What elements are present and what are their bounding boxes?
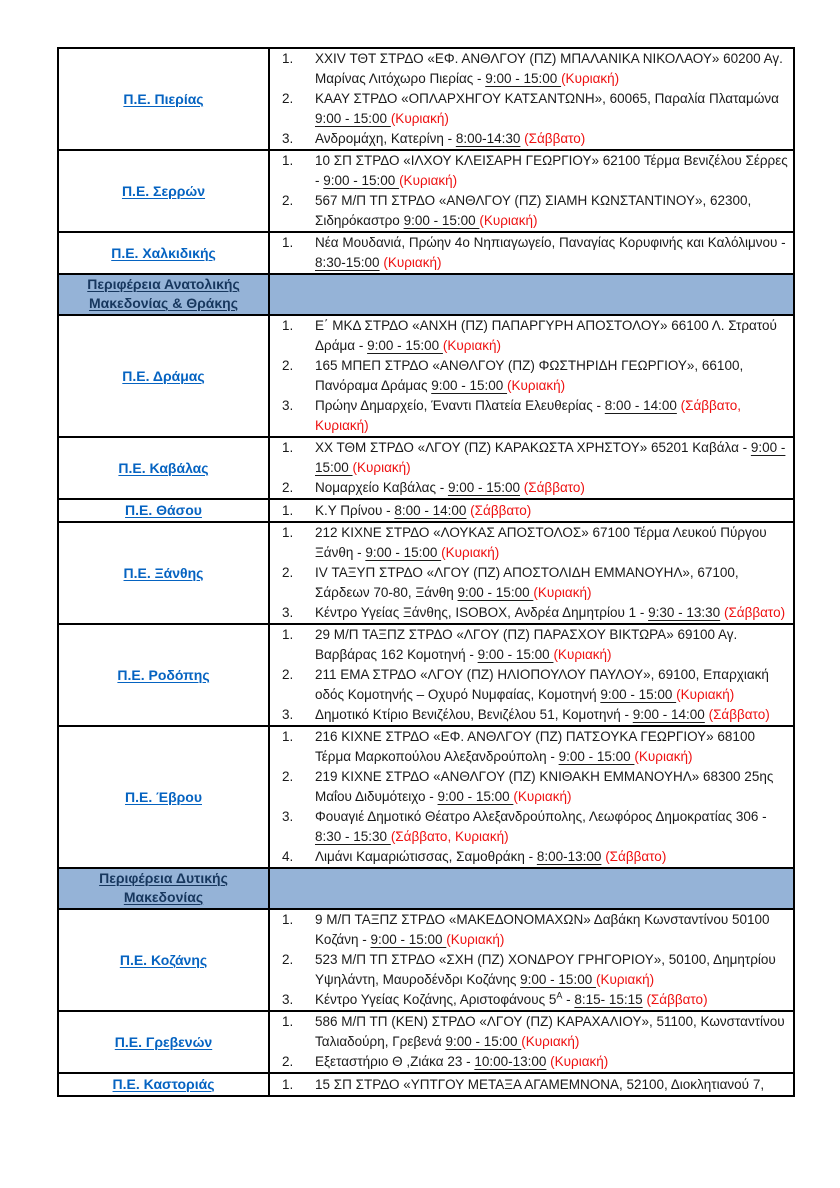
location-item — [270, 563, 793, 603]
items-cell — [269, 150, 794, 232]
text-segment: 216 ΚΙΧΝΕ ΣΤΡΔΟ «ΕΦ. ΑΝΘΛΓΟΥ (ΠΖ) ΠΑΤΣΟΥΚΑ ΓΕΩΡΓΙΟΥ» 68100 Τέρμα Μαρκοπούλου Αλεξανδρούπολη - — [315, 729, 755, 764]
text-segment: (Κυριακή) — [390, 111, 449, 126]
location-text — [315, 151, 793, 191]
item-number: 2. — [282, 193, 294, 208]
text-segment: Πρώην Δημαρχείο, Έναντι Πλατεία Ελευθερίας - — [315, 398, 605, 413]
location-text — [315, 625, 793, 665]
text-segment: 9:00 - 15:00 — [520, 972, 596, 987]
text-segment: 9:00 - 15:00 — [457, 585, 534, 600]
location-item — [270, 665, 793, 705]
location-item — [270, 129, 793, 149]
text-segment: (Σάββατο, Κυριακή) — [315, 398, 742, 433]
region-band-row — [58, 868, 794, 909]
text-segment: (Κυριακή) — [634, 749, 693, 764]
text-segment: 9:00 - 15:00 — [477, 647, 554, 662]
text-segment: 9:00 - 15:00 — [323, 173, 400, 188]
location-text — [315, 1012, 793, 1052]
item-number: 1. — [282, 1076, 294, 1092]
location-text — [315, 665, 793, 705]
band-empty-cell — [269, 868, 794, 909]
items-cell — [269, 522, 794, 624]
location-text — [315, 356, 793, 396]
location-item — [270, 990, 793, 1010]
item-number: 1. — [282, 51, 294, 66]
text-segment: Εξεταστήριο Θ ,Ζιάκα 23 - — [315, 1054, 475, 1069]
item-number: 1. — [282, 318, 294, 333]
text-segment: (Κυριακή) — [513, 789, 572, 804]
text-segment: 8:00 - 14:00 — [604, 398, 677, 413]
text-segment: 29 Μ/Π ΤΑΞΠΖ ΣΤΡΔΟ «ΛΓΟΥ (ΠΖ) ΠΑΡΑΣΧΟΥ ΒΙΚΤΩΡΑ» 69100 Αγ. Βαρβάρας 162 Κομοτηνή - — [315, 627, 738, 662]
location-text — [315, 191, 793, 231]
region-cell — [58, 1011, 269, 1073]
text-segment: 8:00 - 14:00 — [394, 502, 467, 518]
text-segment: (Κυριακή) — [442, 338, 502, 353]
text-segment: (Κυριακή) — [521, 1034, 580, 1049]
location-item — [270, 705, 793, 725]
region-cell — [58, 499, 269, 522]
table-row — [58, 150, 794, 232]
text-segment: (Σάββατο) — [523, 480, 585, 495]
table-row — [58, 1011, 794, 1073]
region-link[interactable]: Π.Ε. Έβρου — [125, 788, 202, 805]
locations-table — [57, 47, 795, 1097]
region-band-label: Περιφέρεια Δυτικής Μακεδονίας — [99, 870, 228, 905]
text-segment: 9:00 - 15:00 — [485, 71, 562, 86]
table-row — [58, 624, 794, 726]
items-cell — [269, 315, 794, 437]
location-item — [270, 1052, 793, 1072]
location-item — [270, 191, 793, 231]
text-segment: 9:00 - 14:00 — [632, 707, 705, 722]
item-number: 2. — [282, 480, 294, 495]
text-segment: Ε΄ ΜΚΔ ΣΤΡΔΟ «ΑΝΧΗ (ΠΖ) ΠΑΠΑΡΓΥΡΗ ΑΠΟΣΤΟΛΟΥ» 66100 Λ. Στρατού Δράμα - — [315, 318, 777, 353]
location-item — [270, 950, 793, 990]
table-row — [58, 499, 794, 522]
item-number: 2. — [282, 565, 294, 580]
text-segment: Δημοτικό Κτίριο Βενιζέλου, Βενιζέλου 51, Κομοτηνή - — [315, 707, 633, 722]
region-link[interactable]: Π.Ε. Ροδόπης — [117, 666, 210, 683]
table-row — [58, 1073, 794, 1096]
items-cell — [269, 726, 794, 868]
item-number: 3. — [282, 707, 294, 722]
location-text — [315, 478, 793, 498]
location-item — [270, 396, 793, 436]
location-text — [315, 438, 793, 478]
item-number: 1. — [282, 912, 294, 927]
text-segment: (Σάββατο, Κυριακή) — [390, 829, 509, 844]
text-segment: Λιμάνι Καμαριώτισσας, Σαμοθράκη - — [315, 849, 537, 864]
text-segment: 9:00 - 15:00 — [365, 545, 442, 560]
region-link[interactable]: Π.Ε. Θάσου — [125, 502, 202, 518]
table-row — [58, 315, 794, 437]
text-segment: (Κυριακή) — [479, 213, 538, 228]
text-segment: 9:00 - 15:00 — [558, 749, 635, 764]
band-label-cell — [58, 868, 269, 909]
location-text — [315, 49, 793, 89]
text-segment: 15 ΣΠ ΣΤΡΔΟ «ΥΠΤΓΟΥ ΜΕΤΑΞΑ ΑΓΑΜΕΜΝΟΝΑ, 52100, Διοκλητιανού 7, — [315, 1076, 765, 1092]
region-link[interactable]: Π.Ε. Καστοριάς — [112, 1076, 215, 1092]
region-cell — [58, 437, 269, 499]
text-segment: 9:00 - 15:00 — [437, 789, 514, 804]
location-item — [270, 1075, 793, 1095]
text-segment: 9:00 - 15:00 — [600, 687, 677, 702]
text-segment: (Σάββατο) — [723, 605, 786, 620]
text-segment: Α — [556, 990, 563, 1001]
location-text — [315, 1052, 793, 1072]
location-text — [315, 523, 793, 563]
text-segment: IV ΤΑΞΥΠ ΣΤΡΔΟ «ΛΓΟΥ (ΠΖ) ΑΠΟΣΤΟΛΙΔΗ ΕΜΜΑΝΟΥΗΛ», 67100, Σάρδεων 70-80, Ξάνθη — [315, 565, 739, 600]
location-item — [270, 356, 793, 396]
location-text — [315, 705, 793, 725]
item-number: 3. — [282, 809, 294, 824]
location-item — [270, 727, 793, 767]
text-segment: XXIV ΤΘΤ ΣΤΡΔΟ «ΕΦ. ΑΝΘΛΓΟΥ (ΠΖ) ΜΠΑΛΑΝΙΚΑ ΝΙΚΟΛΑΟΥ» 60200 Αγ. Μαρίνας Λιτόχωρο Πιερίας - — [315, 51, 783, 86]
text-segment: 10:00-13:00 — [474, 1054, 547, 1069]
text-segment: (Κυριακή) — [553, 647, 612, 662]
text-segment: 9:00 - 15:00 — [370, 932, 447, 947]
text-segment: - — [562, 992, 575, 1007]
items-cell — [269, 624, 794, 726]
location-item — [270, 523, 793, 563]
text-segment: (Σάββατο) — [524, 131, 586, 146]
table-row — [58, 232, 794, 274]
item-number: 1. — [282, 1014, 294, 1029]
text-segment: (Σάββατο) — [646, 992, 708, 1007]
location-text — [315, 501, 793, 521]
band-label-cell — [58, 274, 269, 315]
text-segment: 219 ΚΙΧΝΕ ΣΤΡΔΟ «ΑΝΘΛΓΟΥ (ΠΖ) ΚΝΙΘΑΚΗ ΕΜΜΑΝΟΥΗΛ» 68300 25ης Μαΐου Διδυμότειχο - — [315, 769, 774, 804]
text-segment: (Σάββατο) — [708, 707, 770, 722]
location-item — [270, 438, 793, 478]
location-item — [270, 603, 793, 623]
item-number: 1. — [282, 729, 294, 744]
table-row — [58, 48, 794, 150]
item-number: 2. — [282, 667, 294, 682]
location-text — [315, 89, 793, 129]
text-segment: 9:00 - 15:00 — [367, 338, 443, 353]
item-number: 1. — [282, 153, 294, 168]
region-cell — [58, 726, 269, 868]
text-segment: Κέντρο Υγείας Κοζάνης, Αριστοφάνους 5 — [315, 992, 557, 1007]
text-segment: (Κυριακή) — [676, 687, 735, 702]
text-segment: 8:15- 15:15 — [574, 992, 643, 1007]
location-text — [315, 563, 793, 603]
location-item — [270, 89, 793, 129]
text-segment: (Κυριακή) — [533, 585, 592, 600]
item-number: 1. — [282, 627, 294, 642]
table-row — [58, 726, 794, 868]
location-text — [315, 233, 793, 273]
location-item — [270, 501, 793, 521]
text-segment: 165 ΜΠΕΠ ΣΤΡΔΟ «ΑΝΘΛΓΟΥ (ΠΖ) ΦΩΣΤΗΡΙΔΗ ΓΕΩΡΓΙΟΥ», 66100, Πανόραμα Δράμας — [315, 358, 744, 393]
region-link[interactable]: Π.Ε. Χαλκιδικής — [111, 244, 216, 261]
text-segment: 567 Μ/Π ΤΠ ΣΤΡΔΟ «ΑΝΘΛΓΟΥ (ΠΖ) ΣΙΑΜΗ ΚΩΝΣΤΑΝΤΙΝΟΥ», 62300, Σιδηρόκαστρο — [315, 193, 752, 228]
text-segment: 212 ΚΙΧΝΕ ΣΤΡΔΟ «ΛΟΥΚΑΣ ΑΠΟΣΤΟΛΟΣ» 67100 Τέρμα Λευκού Πύργου Ξάνθη - — [315, 525, 767, 560]
item-number: 2. — [282, 91, 294, 106]
item-number: 3. — [282, 398, 294, 413]
location-text — [315, 950, 793, 990]
text-segment: Νέα Μουδανιά, Πρώην 4ο Νηπιαγωγείο, Παναγίας Κορυφινής και Καλόλιμνου - — [315, 235, 786, 250]
item-number: 3. — [282, 605, 294, 620]
region-cell — [58, 232, 269, 274]
text-segment: ΚΑΑΥ ΣΤΡΔΟ «ΟΠΛΑΡΧΗΓΟΥ ΚΑΤΣΑΝΤΩΝΗ», 60065, Παραλία Πλαταμώνα — [315, 91, 779, 106]
items-cell — [269, 909, 794, 1011]
items-cell — [269, 1011, 794, 1073]
item-number: 1. — [282, 525, 294, 540]
region-band-row — [58, 274, 794, 315]
location-text — [315, 807, 793, 847]
location-text — [315, 1075, 793, 1095]
text-segment: 9 Μ/Π ΤΑΞΠΖ ΣΤΡΔΟ «ΜΑΚΕΔΟΝΟΜΑΧΩΝ» Δαβάκη Κωνσταντίνου 50100 Κοζάνη - — [315, 912, 770, 947]
location-item — [270, 807, 793, 847]
region-cell — [58, 150, 269, 232]
text-segment: 8:00-14:30 — [455, 131, 521, 146]
item-number: 1. — [282, 440, 294, 455]
items-cell — [269, 232, 794, 274]
table-row — [58, 522, 794, 624]
text-segment: 9:00 - 15:00 — [315, 440, 786, 475]
location-item — [270, 847, 793, 867]
location-item — [270, 316, 793, 356]
text-segment: (Κυριακή) — [383, 255, 442, 270]
location-text — [315, 316, 793, 356]
text-segment: Κ.Υ Πρίνου - — [315, 502, 395, 518]
locations-table-body — [58, 48, 794, 1096]
text-segment: 9:00 - 15:00 — [403, 213, 480, 228]
region-link[interactable]: Π.Ε. Ξάνθης — [123, 564, 204, 581]
location-text — [315, 727, 793, 767]
text-segment: 8:30 - 15:30 — [315, 829, 391, 844]
location-text — [315, 990, 793, 1010]
location-item — [270, 767, 793, 807]
item-number: 2. — [282, 1054, 294, 1069]
text-segment: 9:00 - 15:00 — [315, 111, 391, 126]
table-row — [58, 437, 794, 499]
location-text — [315, 910, 793, 950]
text-segment: 586 Μ/Π ΤΠ (ΚΕΝ) ΣΤΡΔΟ «ΛΓΟΥ (ΠΖ) ΚΑΡΑΧΑΛΙΟΥ», 51100, Κωνσταντίνου Ταλιαδούρη, Γρεβενά — [315, 1014, 785, 1049]
text-segment: (Κυριακή) — [352, 460, 411, 475]
text-segment: 9:00 - 15:00 — [445, 1034, 522, 1049]
items-cell — [269, 437, 794, 499]
item-number: 2. — [282, 952, 294, 967]
location-text — [315, 396, 793, 436]
text-segment: 10 ΣΠ ΣΤΡΔΟ «ΙΛΧΟΥ ΚΛΕΙΣΑΡΗ ΓΕΩΡΓΙΟΥ» 62100 Τέρμα Βενιζέλου Σέρρες - — [315, 153, 788, 188]
text-segment: (Κυριακή) — [550, 1054, 609, 1069]
text-segment: ΧΧ ΤΘΜ ΣΤΡΔΟ «ΛΓΟΥ (ΠΖ) ΚΑΡΑΚΩΣΤΑ ΧΡΗΣΤΟΥ» 65201 Καβάλα - — [315, 440, 751, 455]
item-number: 3. — [282, 992, 294, 1007]
text-segment: Φουαγιέ Δημοτικό Θέατρο Αλεξανδρούπολης, Λεωφόρος Δημοκρατίας 306 - — [315, 809, 767, 824]
text-segment: 211 ΕΜΑ ΣΤΡΔΟ «ΛΓΟΥ (ΠΖ) ΗΛΙΟΠΟΥΛΟΥ ΠΑΥΛΟΥ», 69100, Επαρχιακή οδός Κομοτηνής – Οχυρό Νυμφαίας, Κομοτηνή — [315, 667, 769, 702]
location-text — [315, 603, 793, 623]
location-item — [270, 910, 793, 950]
text-segment: (Σάββατο) — [470, 502, 532, 518]
region-cell — [58, 522, 269, 624]
item-number: 4. — [282, 849, 294, 864]
location-text — [315, 129, 793, 149]
text-segment: Ανδρομάχη, Κατερίνη - — [315, 131, 456, 146]
text-segment: Νομαρχείο Καβάλας - — [315, 480, 448, 495]
location-text — [315, 847, 793, 867]
text-segment: (Κυριακή) — [561, 71, 620, 86]
item-number: 1. — [282, 235, 294, 250]
location-item — [270, 478, 793, 498]
item-number: 2. — [282, 358, 294, 373]
items-cell — [269, 499, 794, 522]
items-cell — [269, 48, 794, 150]
region-link[interactable]: Π.Ε. Γρεβενών — [114, 1033, 213, 1050]
text-segment: 523 Μ/Π ΤΠ ΣΤΡΔΟ «ΣΧΗ (ΠΖ) ΧΟΝΔΡΟΥ ΓΡΗΓΟΡΙΟΥ», 50100, Δημητρίου Υψηλάντη, Μαυροδένδρι Κοζάνης — [315, 952, 776, 987]
text-segment: (Κυριακή) — [507, 378, 566, 393]
location-item — [270, 625, 793, 665]
region-link[interactable]: Π.Ε. Δράμας — [122, 367, 205, 384]
band-empty-cell — [269, 274, 794, 315]
region-cell — [58, 624, 269, 726]
location-text — [315, 767, 793, 807]
text-segment: 9:30 - 13:30 — [648, 605, 721, 620]
text-segment: (Κυριακή) — [595, 972, 655, 987]
item-number: 1. — [282, 502, 294, 518]
region-cell — [58, 1073, 269, 1096]
text-segment: (Κυριακή) — [446, 932, 505, 947]
region-cell — [58, 909, 269, 1011]
region-link[interactable]: Π.Ε. Κοζάνης — [119, 951, 208, 968]
text-segment: 9:00 - 15:00 — [431, 378, 508, 393]
text-segment: (Κυριακή) — [399, 173, 458, 188]
region-link[interactable]: Π.Ε. Πιερίας — [123, 90, 204, 107]
items-cell — [269, 1073, 794, 1096]
location-item — [270, 151, 793, 191]
region-link[interactable]: Π.Ε. Καβάλας — [118, 459, 209, 476]
location-item — [270, 1012, 793, 1052]
text-segment: (Κυριακή) — [441, 545, 500, 560]
item-number: 2. — [282, 769, 294, 784]
table-row — [58, 909, 794, 1011]
region-band-label: Περιφέρεια Ανατολικής Μακεδονίας & Θράκης — [87, 276, 240, 311]
region-cell — [58, 315, 269, 437]
location-item — [270, 49, 793, 89]
region-link[interactable]: Π.Ε. Σερρών — [121, 182, 206, 199]
text-segment: 8:30-15:00 — [315, 255, 380, 270]
text-segment: 8:00-13:00 — [536, 849, 602, 864]
location-item — [270, 233, 793, 273]
region-cell — [58, 48, 269, 150]
text-segment: 9:00 - 15:00 — [447, 480, 521, 495]
item-number: 3. — [282, 131, 294, 146]
text-segment: Κέντρο Υγείας Ξάνθης, ISOBOX, Ανδρέα Δημητρίου 1 - — [315, 605, 649, 620]
text-segment: (Σάββατο) — [605, 849, 667, 864]
